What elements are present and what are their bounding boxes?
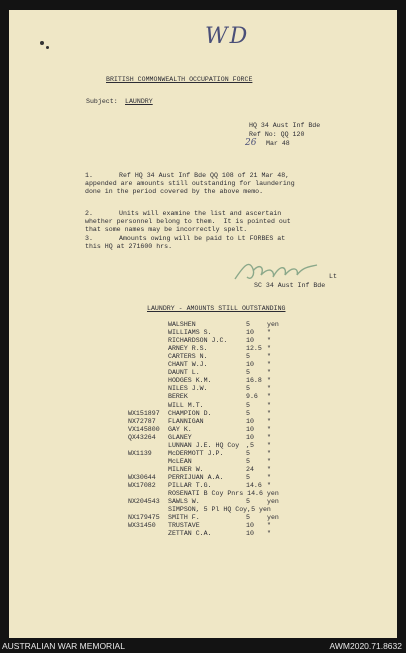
service-number: VX145800	[128, 425, 160, 433]
amount: 24	[246, 465, 254, 473]
handwritten-date-day: 26	[245, 138, 257, 148]
paragraph-line: done in the period covered by the above memo.	[85, 188, 264, 195]
amount: 5	[246, 409, 250, 417]
currency: "	[267, 441, 271, 449]
list-title: LAUNDRY - AMOUNTS STILL OUTSTANDING	[147, 305, 286, 312]
paragraph-line: this HQ at 271600 hrs.	[85, 243, 173, 250]
member-name: GAY K.	[168, 425, 192, 433]
amount: 10	[246, 361, 254, 369]
member-name: SAWLS W.	[168, 498, 200, 506]
member-name: McDERMOTT J.P.	[168, 449, 224, 457]
amount: 9.6	[246, 393, 258, 401]
paragraph-line: whether personnel belong to them. It is pointed out	[85, 218, 291, 225]
amount: 16.8	[246, 377, 262, 385]
handwritten-mark: WD	[205, 24, 250, 49]
amount: 10	[246, 329, 254, 337]
currency: yen	[267, 514, 279, 522]
amount: 14.6	[246, 482, 262, 489]
currency: yen	[267, 321, 279, 328]
currency: "	[267, 377, 271, 385]
document-title: BRITISH COMMONWEALTH OCCUPATION FORCE	[106, 76, 253, 83]
currency: "	[267, 401, 271, 409]
paragraph-line: Ref HQ 34 Aust Inf Bde QQ 108 of 21 Mar 48,	[119, 172, 290, 179]
amount: 5	[246, 353, 250, 361]
service-number: WX1139	[128, 449, 152, 457]
member-name: CHANT W.J.	[168, 361, 208, 369]
amount: 5	[246, 449, 250, 457]
paragraph-line: Units will examine the list and ascertain	[119, 210, 282, 217]
currency: "	[267, 361, 271, 369]
currency: "	[267, 369, 271, 377]
currency: "	[267, 353, 271, 361]
currency: "	[267, 457, 271, 465]
amount: 5	[246, 514, 250, 522]
member-name: WALSHEN	[168, 321, 196, 328]
service-number: WX31450	[128, 522, 156, 530]
currency: "	[267, 385, 271, 393]
amount: 5	[246, 369, 250, 377]
currency: "	[267, 393, 271, 401]
currency: "	[267, 409, 271, 417]
currency: "	[267, 425, 271, 433]
currency: "	[267, 345, 271, 353]
paragraph-line: that some names may be incorrectly spelt.	[85, 226, 248, 233]
amount: 10	[246, 530, 254, 538]
signature-image	[231, 253, 323, 285]
service-number: NX179475	[128, 514, 160, 522]
amount: 10	[246, 417, 254, 425]
subject-label: Subject:	[86, 98, 118, 105]
member-name: ZETTAN C.A.	[168, 530, 212, 538]
member-name: GLANEY	[168, 433, 192, 441]
member-name: MILNER W.	[168, 465, 204, 473]
paragraph-number: 1.	[85, 172, 93, 179]
member-name: CARTERS N.	[168, 353, 208, 361]
amount: 5	[246, 473, 250, 481]
service-number: NX72787	[128, 417, 156, 425]
document-page	[9, 10, 397, 638]
punch-hole-mark	[46, 46, 49, 49]
paragraph-number: 2.	[85, 210, 93, 217]
member-name: FLANNIGAN	[168, 417, 204, 425]
amount: 5	[246, 401, 250, 409]
currency: "	[267, 522, 271, 530]
amount: 5	[246, 457, 250, 465]
footer-bar	[0, 638, 406, 653]
member-name: RICHARDSON J.C.	[168, 337, 228, 345]
currency: "	[267, 329, 271, 337]
member-name: McLEAN	[168, 457, 192, 465]
service-number: WX151897	[128, 409, 160, 417]
amount: 10	[246, 522, 254, 530]
currency: "	[267, 449, 271, 457]
footer-accession-number: AWM2020.71.8632	[329, 641, 402, 651]
service-number: NX204543	[128, 498, 160, 506]
member-name: WILL M.T.	[168, 401, 204, 409]
amount: 5	[246, 498, 250, 506]
signatory-rank: Lt	[329, 273, 337, 280]
member-name: TRUSTAVE	[168, 522, 200, 530]
member-name: DAUNT L.	[168, 369, 200, 377]
amount: ,5	[246, 441, 254, 449]
punch-hole-mark	[40, 41, 44, 45]
amount: 5	[246, 321, 250, 328]
amount: 10	[246, 337, 254, 345]
member-name: BEREK	[168, 393, 188, 401]
currency: yen	[267, 498, 279, 506]
member-name: PERRIJUAN A.A.	[168, 473, 224, 481]
currency: "	[267, 530, 271, 538]
footer-institution: AUSTRALIAN WAR MEMORIAL	[2, 641, 125, 651]
hq-line: HQ 34 Aust Inf Bde	[249, 122, 321, 129]
paragraph-line: appended are amounts still outstanding for laundering	[85, 180, 295, 187]
signatory-appointment: SC 34 Aust Inf Bde	[254, 282, 326, 289]
member-name: PILLAR T.G.	[168, 482, 212, 489]
currency: "	[267, 417, 271, 425]
member-name: WILLIAMS S.	[168, 329, 212, 337]
member-name: NILES J.W.	[168, 385, 208, 393]
subject-value: LAUNDRY	[125, 98, 153, 105]
currency: "	[267, 337, 271, 345]
member-name: HODGES K.M.	[168, 377, 212, 385]
paragraph-line: Amounts owing will be paid to Lt FORBES at	[119, 235, 286, 242]
reference-line: Ref No: QQ 120	[249, 131, 305, 138]
member-name: SIMPSON, 5 Pl HQ Coy,5 yen	[168, 506, 271, 514]
amount: 10	[246, 433, 254, 441]
currency: "	[267, 473, 271, 481]
currency: "	[267, 465, 271, 473]
member-name: CHAMPION D.	[168, 409, 212, 417]
service-number: WX30644	[128, 473, 156, 481]
amount: 5	[246, 385, 250, 393]
currency: "	[267, 433, 271, 441]
amount: 10	[246, 425, 254, 433]
currency: "	[267, 482, 271, 489]
date-month-year: Mar 48	[266, 140, 290, 147]
member-name: ARNEY R.S.	[168, 345, 208, 353]
member-name: LUNNAN J.E. HQ Coy	[168, 441, 240, 449]
paragraph-number: 3.	[85, 235, 93, 242]
member-name: SMITH F.	[168, 514, 200, 522]
service-number: QX43264	[128, 433, 156, 441]
member-name: ROSENATI B Coy Pnrs 14.6 yen	[168, 490, 279, 498]
service-number: WX17082	[128, 482, 156, 489]
amount: 12.5	[246, 345, 262, 353]
